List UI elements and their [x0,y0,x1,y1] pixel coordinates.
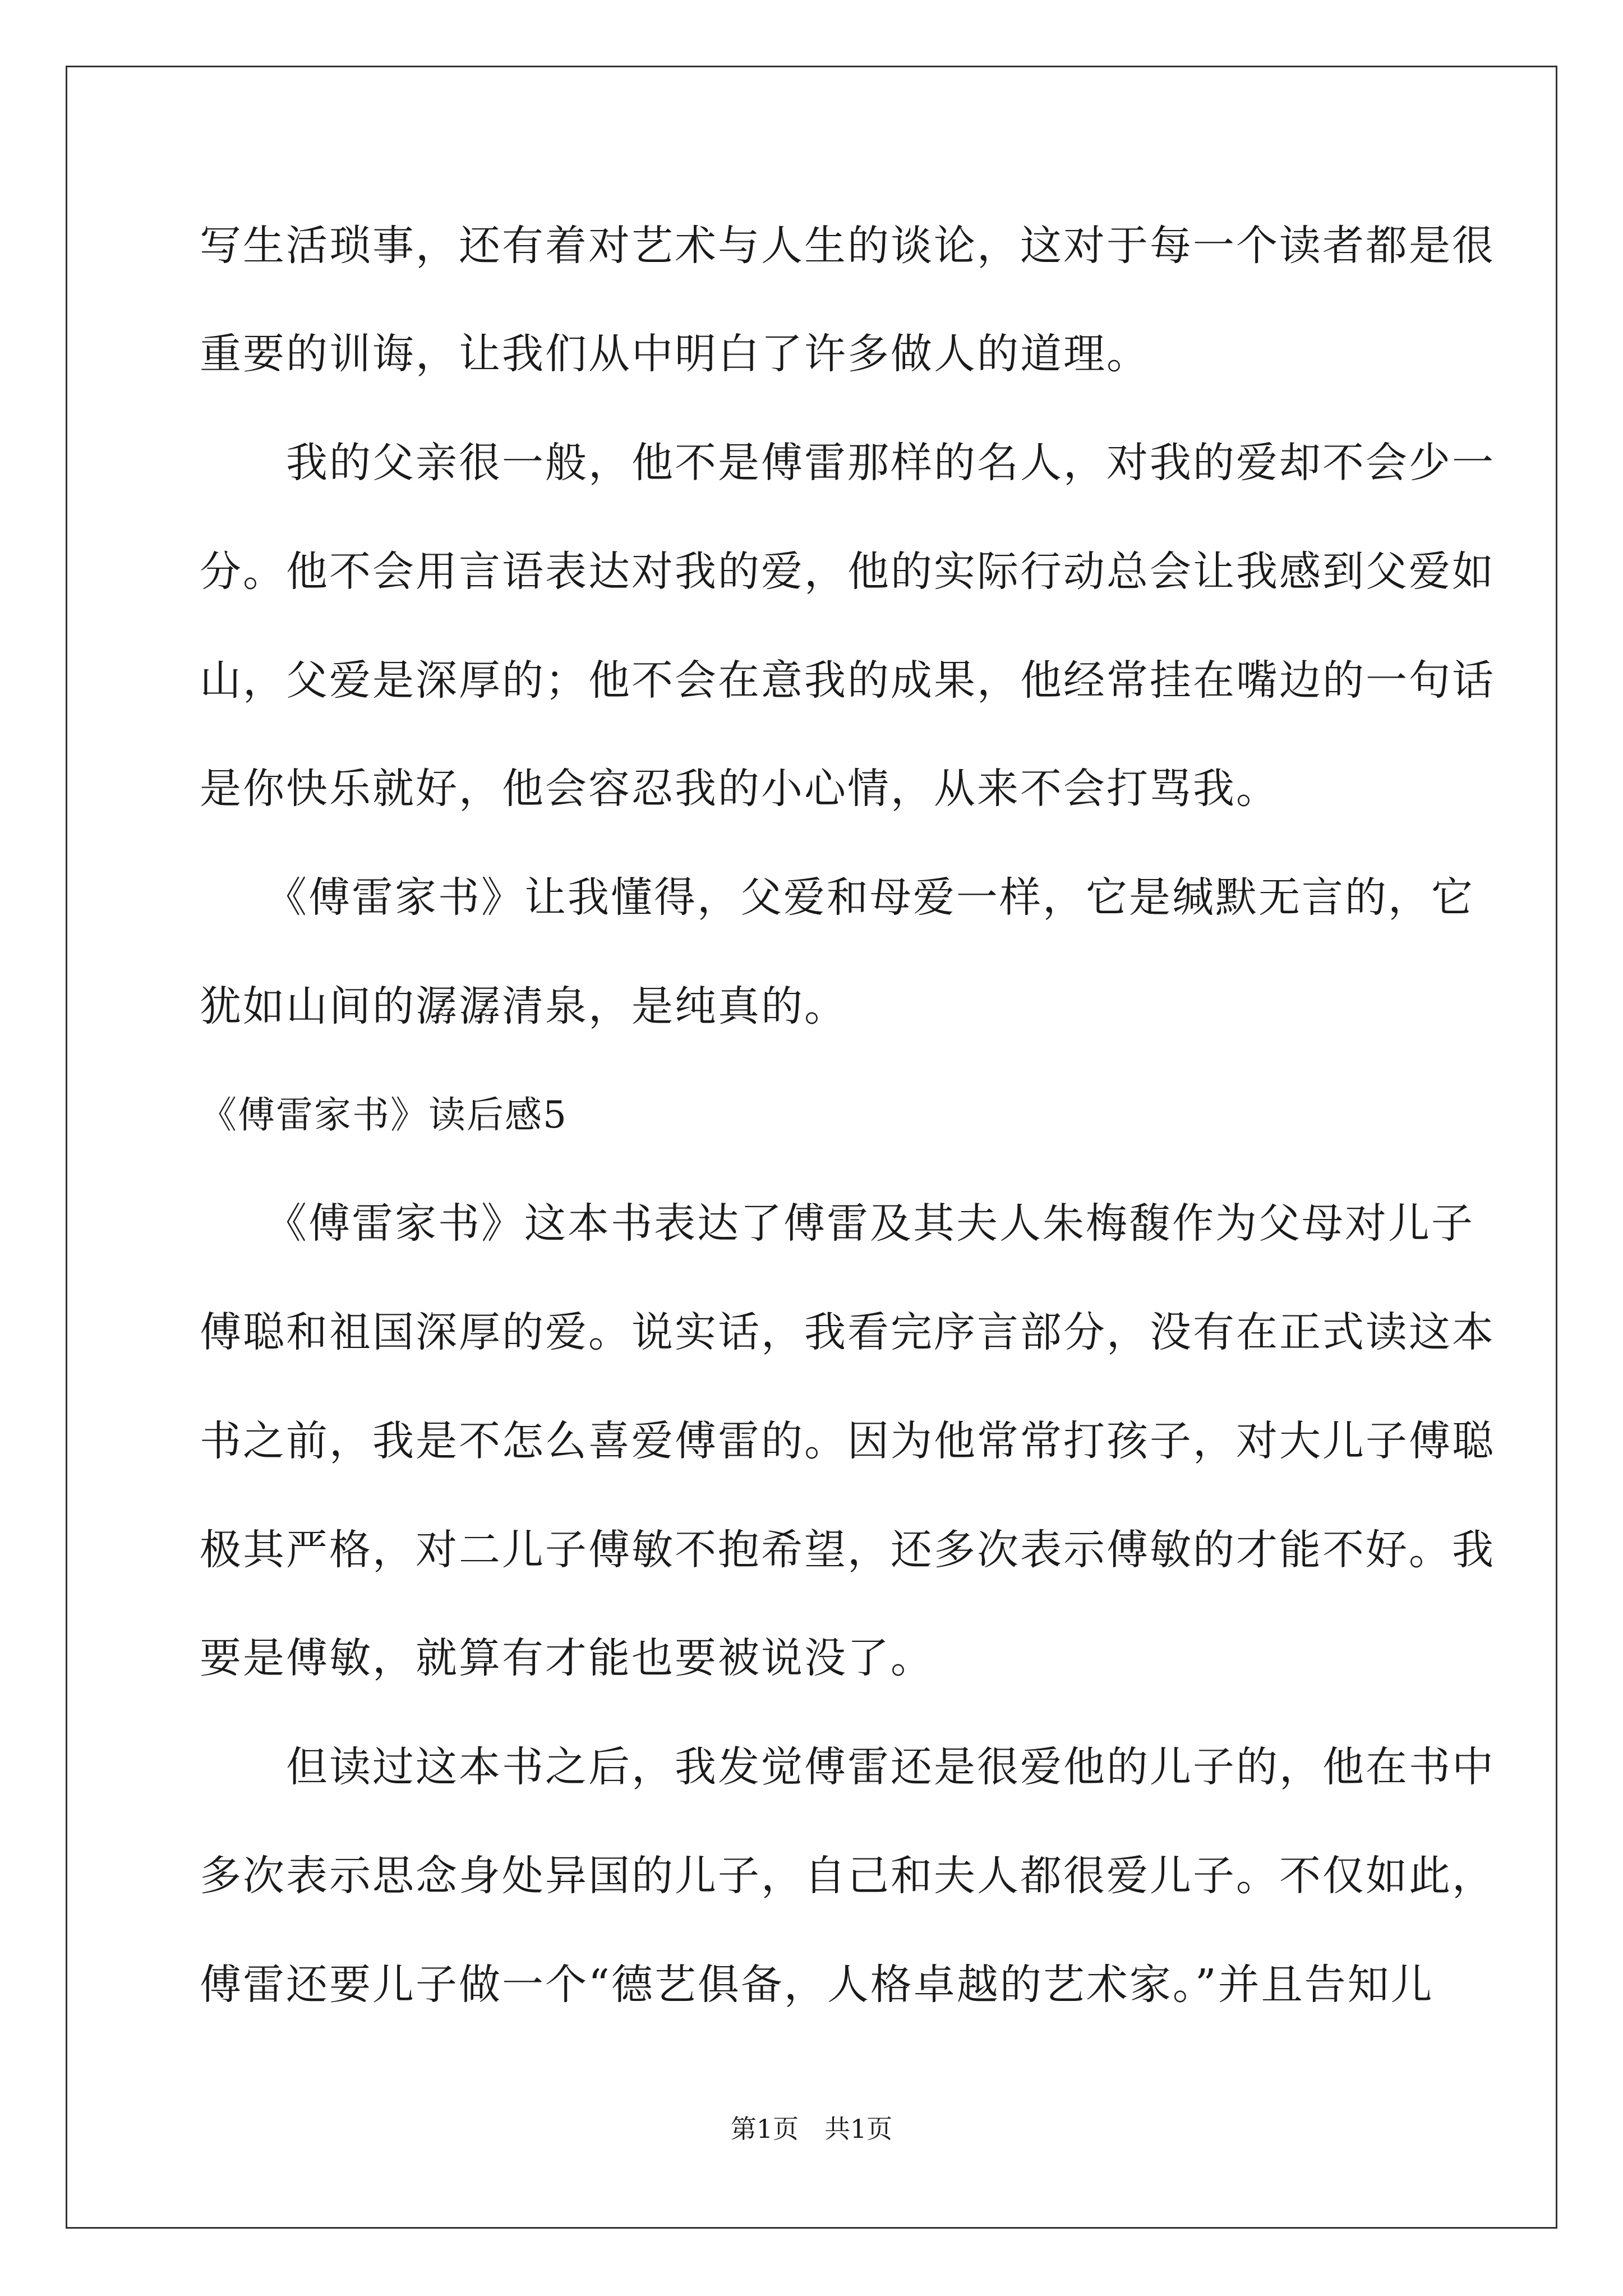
text-line: 写生活琐事，还有着对艺术与人生的谈论，这对于每一个读者都是很 [200,222,1495,270]
text-line: 多次表示思念身处异国的儿子，自己和夫人都很爱儿子。不仅如此， [200,1852,1495,1900]
page-border [66,66,1557,2229]
text-line: 极其严格，对二儿子傅敏不抱希望，还多次表示傅敏的才能不好。我 [200,1526,1495,1574]
text-line: 《傅雷家书》这本书表达了傅雷及其夫人朱梅馥作为父母对儿子 [200,1199,1474,1248]
text-line: 山，父爱是深厚的；他不会在意我的成果，他经常挂在嘴边的一句话 [200,656,1495,705]
text-line: 分。他不会用言语表达对我的爱，他的实际行动总会让我感到父爱如 [200,547,1495,596]
text-line: 傅聪和祖国深厚的爱。说实话，我看完序言部分，没有在正式读这本 [200,1308,1495,1356]
text-line: 我的父亲很一般，他不是傅雷那样的名人，对我的爱却不会少一 [200,439,1495,487]
text-line: 犹如山间的潺潺清泉，是纯真的。 [200,982,847,1030]
text-line: 书之前，我是不怎么喜爱傅雷的。因为他常常打孩子，对大儿子傅聪 [200,1417,1495,1465]
text-line: 但读过这本书之后，我发觉傅雷还是很爱他的儿子的，他在书中 [200,1743,1495,1791]
text-line: 是你快乐就好，他会容忍我的小心情，从来不会打骂我。 [200,765,1279,813]
page-footer: 第1页 共1页 [730,2114,893,2144]
text-line: 《傅雷家书》让我懂得，父爱和母爱一样，它是缄默无言的，它 [200,873,1474,922]
text-line: 重要的训诲，让我们从中明白了许多做人的道理。 [200,330,1150,378]
section-heading: 《傅雷家书》读后感5 [200,1093,568,1137]
text-line: 傅雷还要儿子做一个“德艺俱备，人格卓越的艺术家。”并且告知儿 [200,1961,1434,2009]
text-line: 要是傅敏，就算有才能也要被说没了。 [200,1634,934,1682]
